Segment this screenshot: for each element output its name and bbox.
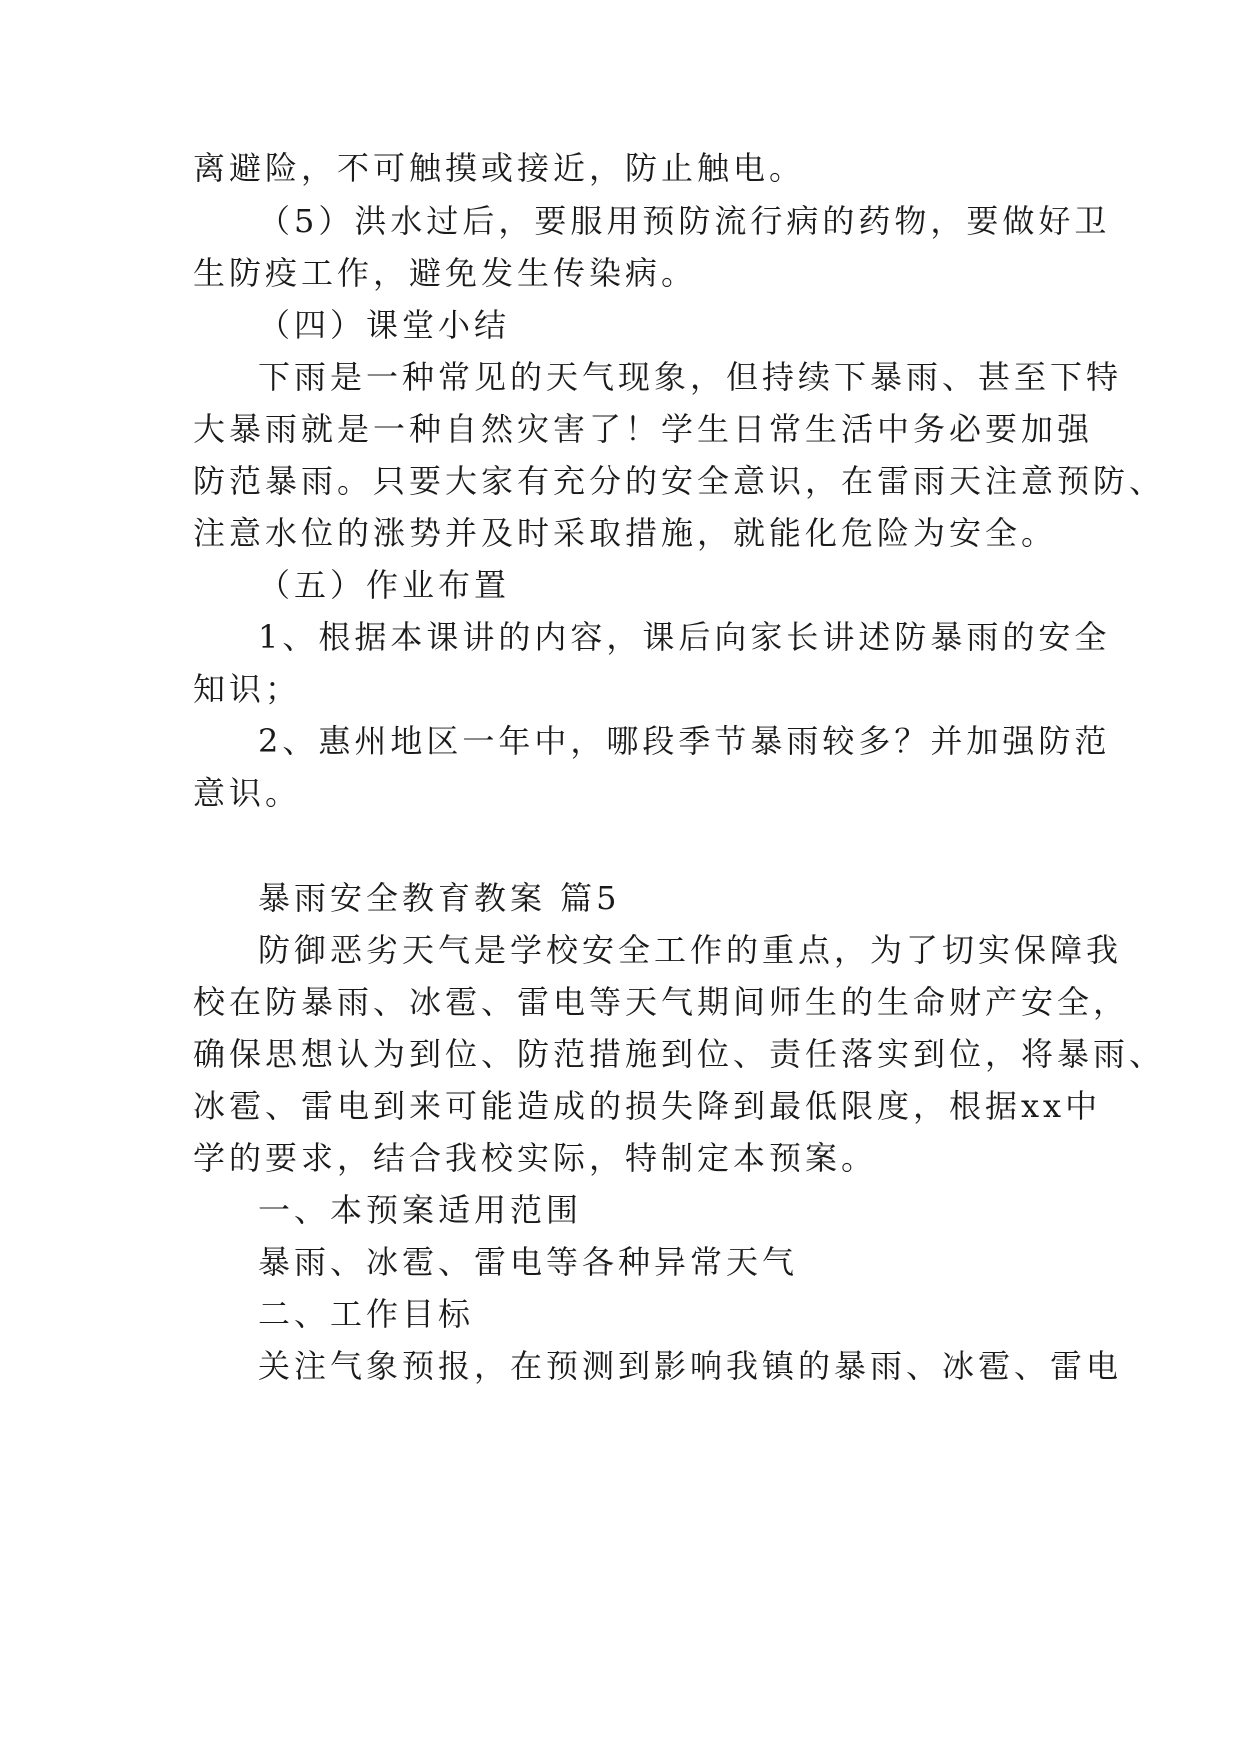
text-line: 意识。 — [193, 774, 302, 812]
text-line: 确保思想认为到位、防范措施到位、责任落实到位，将暴雨、 — [193, 1035, 1166, 1073]
text-line: 生防疫工作，避免发生传染病。 — [193, 254, 698, 292]
text-line: 2、惠州地区一年中，哪段季节暴雨较多？并加强防范 — [258, 722, 1111, 760]
text-line: 大暴雨就是一种自然灾害了！学生日常生活中务必要加强 — [193, 410, 1094, 448]
text-line: 学的要求，结合我校实际，特制定本预案。 — [193, 1139, 878, 1177]
section-heading: （五）作业布置 — [258, 566, 511, 604]
text-line: 离避险，不可触摸或接近，防止触电。 — [193, 149, 806, 187]
text-line: 防范暴雨。只要大家有充分的安全意识，在雷雨天注意预防、 — [193, 462, 1166, 500]
document-title: 暴雨安全教育教案 篇5 — [258, 879, 621, 917]
text-line: 知识； — [193, 670, 302, 708]
text-line: 暴雨、冰雹、雷电等各种异常天气 — [258, 1243, 799, 1281]
text-line: 注意水位的涨势并及时采取措施，就能化危险为安全。 — [193, 514, 1058, 552]
text-line: 冰雹、雷电到来可能造成的损失降到最低限度，根据xx中 — [193, 1087, 1102, 1125]
text-line: 校在防暴雨、冰雹、雷电等天气期间师生的生命财产安全， — [193, 983, 1130, 1021]
text-line: 关注气象预报，在预测到影响我镇的暴雨、冰雹、雷电 — [258, 1347, 1123, 1385]
section-heading: 一、本预案适用范围 — [258, 1191, 583, 1229]
text-line: 下雨是一种常见的天气现象，但持续下暴雨、甚至下特 — [258, 358, 1123, 396]
section-heading: 二、工作目标 — [258, 1295, 475, 1333]
text-line: 防御恶劣天气是学校安全工作的重点，为了切实保障我 — [258, 931, 1123, 969]
text-line: 1、根据本课讲的内容，课后向家长讲述防暴雨的安全 — [258, 618, 1111, 656]
section-heading: （四）课堂小结 — [258, 306, 511, 344]
text-line: （5）洪水过后，要服用预防流行病的药物，要做好卫 — [258, 202, 1111, 240]
